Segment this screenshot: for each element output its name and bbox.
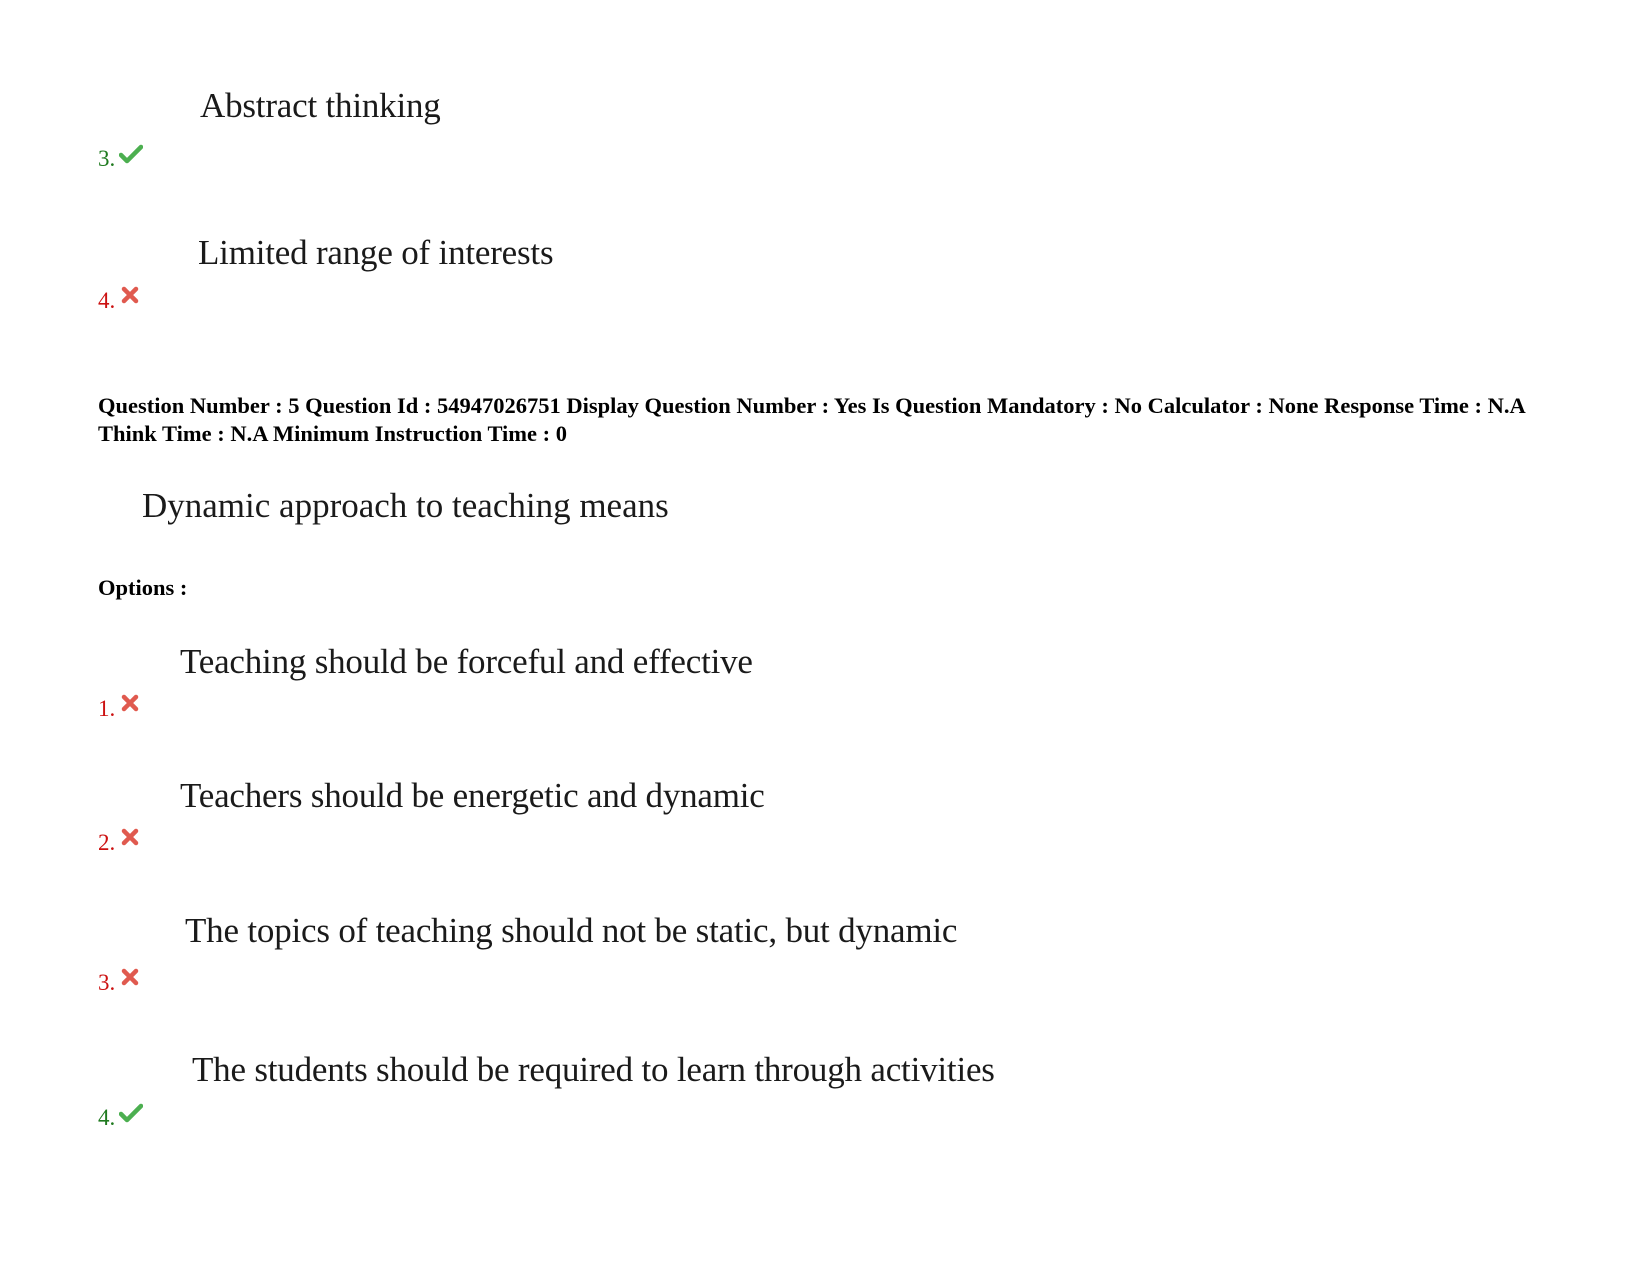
option-number: 2. [98, 830, 116, 855]
question-meta: Question Number : 5 Question Id : 54947026751 Display Question Number : Yes Is Question Mandatory : No Calculator : None Response Time : N.A Think Time : N.A Minimum Instruction Time : 0 [98, 393, 1525, 446]
option-marker [98, 970, 143, 996]
option-text: The students should be required to learn through activities [192, 1050, 995, 1089]
option-marker [98, 1105, 143, 1131]
option-number: 4. [98, 288, 116, 313]
cross-icon [119, 828, 143, 848]
option-marker [98, 288, 143, 314]
question-text: Dynamic approach to teaching means [142, 486, 669, 525]
option-text: Abstract thinking [200, 86, 441, 125]
option-number: 1. [98, 696, 116, 721]
option-marker [98, 146, 143, 172]
check-icon [119, 144, 143, 164]
option-number: 3. [98, 970, 116, 995]
option-text: Teaching should be forceful and effective [180, 642, 753, 681]
option-text: Limited range of interests [198, 233, 554, 272]
option-marker [98, 696, 143, 722]
cross-icon [119, 286, 143, 306]
option-text: Teachers should be energetic and dynamic [180, 776, 765, 815]
option-marker [98, 830, 143, 856]
options-label: Options : [98, 575, 188, 600]
check-icon [119, 1103, 143, 1123]
option-number: 3. [98, 146, 116, 171]
option-number: 4. [98, 1105, 116, 1130]
option-text: The topics of teaching should not be static, but dynamic [185, 911, 958, 950]
cross-icon [119, 968, 143, 988]
cross-icon [119, 694, 143, 714]
